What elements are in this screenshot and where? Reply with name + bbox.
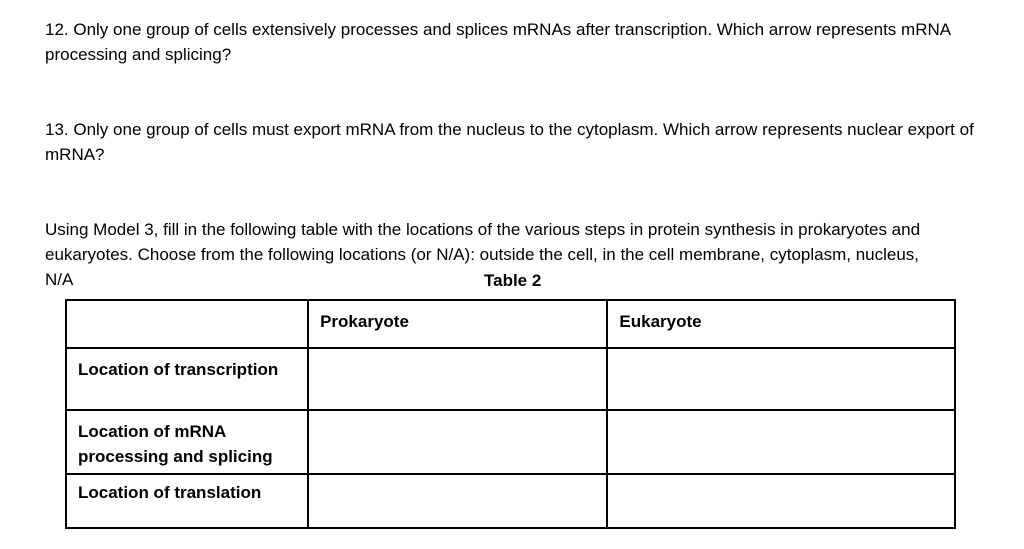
header-eukaryote: Eukaryote <box>619 312 702 331</box>
row-label-transcription: Location of transcription <box>78 360 279 379</box>
row-label-processing: Location of mRNA processing and splicing <box>78 422 273 466</box>
table-header-row <box>66 300 955 348</box>
header-corner-cell <box>66 300 308 348</box>
answer-cell-prokaryote-transcription[interactable] <box>308 348 607 410</box>
row-label-cell <box>66 348 308 410</box>
protein-synthesis-location-table <box>65 299 956 529</box>
table-title: Table 2 <box>484 271 542 290</box>
header-prokaryote-cell <box>308 300 607 348</box>
answer-cell-eukaryote-processing[interactable] <box>607 410 955 474</box>
answer-cell-eukaryote-transcription[interactable] <box>607 348 955 410</box>
answer-cell-prokaryote-translation[interactable] <box>308 474 607 528</box>
header-corner-label <box>67 301 307 309</box>
header-eukaryote-cell <box>607 300 955 348</box>
table-row-transcription <box>66 348 955 410</box>
row-label-cell <box>66 474 308 528</box>
table-instructions: Using Model 3, fill in the following table with the locations of the various steps in protein synthesis in prokaryotes and eukaryotes. Choose from the following locations (or N/A): outside the cell, in the cell membrane, cytoplasm, nucleus, N/A <box>45 220 921 289</box>
table-row-processing <box>66 410 955 474</box>
table-row-translation <box>66 474 955 528</box>
question-13: 13. Only one group of cells must export mRNA from the nucleus to the cytoplasm. Which arrow represents nuclear export of mRNA? <box>45 120 974 164</box>
row-label-cell <box>66 410 308 474</box>
row-label-translation: Location of translation <box>78 483 262 502</box>
answer-cell-prokaryote-processing[interactable] <box>308 410 607 474</box>
header-prokaryote: Prokaryote <box>320 312 409 331</box>
answer-cell-eukaryote-translation[interactable] <box>607 474 955 528</box>
question-12: 12. Only one group of cells extensively processes and splices mRNAs after transcription. Which arrow represents mRNA processing and splicing? <box>45 20 951 64</box>
